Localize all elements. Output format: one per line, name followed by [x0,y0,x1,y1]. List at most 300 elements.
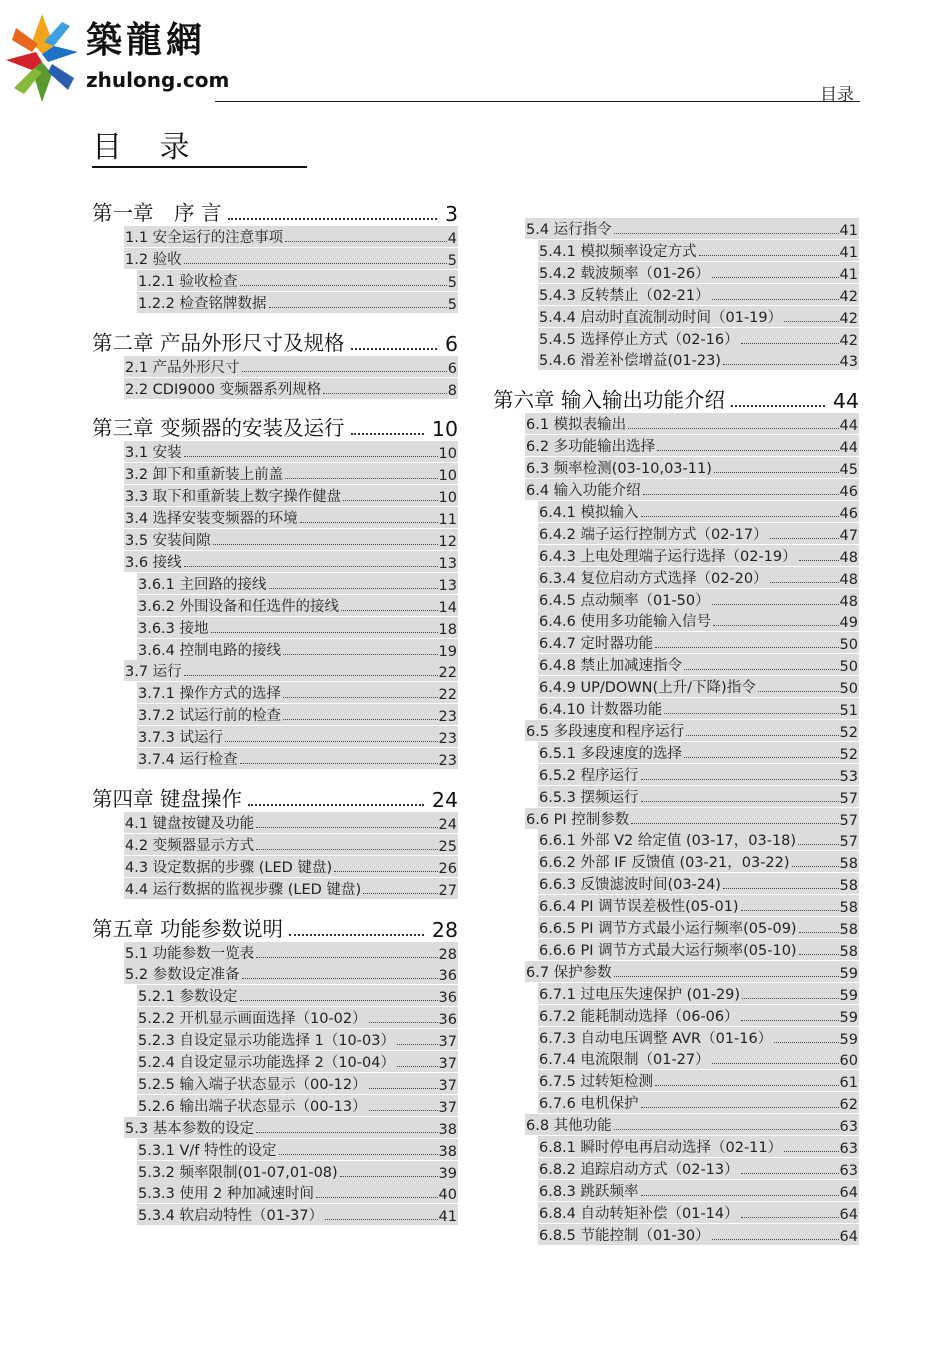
toc-entry[interactable] [538,1224,859,1245]
entry-page-number: 41 [839,266,858,283]
toc-entry[interactable] [538,895,859,916]
entry-title: 1.1 安全运行的注意事项 [125,230,284,246]
dot-leader [283,697,438,698]
entry-title: 6.5.1 多段速度的选择 [539,745,683,762]
chapter-page-number: 3 [444,202,458,226]
dot-leader [269,588,438,589]
toc-entry[interactable] [137,292,458,313]
entry-title: 3.1 安装 [125,445,182,462]
toc-entry[interactable] [538,284,859,305]
entry-title: 1.2.2 检查铭牌数据 [138,295,267,312]
toc-entry[interactable] [124,963,458,984]
entry-title: 3.5 安装间隙 [125,533,211,549]
toc-entry[interactable] [538,328,859,349]
toc-entry[interactable] [538,786,859,807]
entry-title: 6.6.4 PI 调节误差极性(05-01) [539,899,739,916]
toc-entry[interactable] [538,1202,859,1223]
entry-title: 5.4.6 滑差补偿增益(01-23) [539,353,721,370]
toc-entry[interactable] [137,1095,458,1116]
entry-page-number: 36 [438,990,457,1007]
header-rule [215,101,860,102]
dot-leader [248,804,424,806]
entry-page-number: 38 [438,1121,457,1138]
dot-leader [657,450,838,451]
dot-leader [714,472,839,473]
entry-title: 5.4.3 反转禁止（02-21） [539,287,710,304]
toc-entry[interactable] [538,742,859,763]
toc-entry[interactable] [525,720,859,741]
dot-leader [641,1195,839,1196]
entry-title: 6.5 多段速度和程序运行 [526,723,685,740]
toc-entry[interactable] [124,441,458,462]
toc-entry[interactable] [538,676,859,697]
toc-entry[interactable] [538,1180,859,1201]
entry-page-number: 53 [839,768,858,785]
toc-chapter[interactable] [92,413,458,441]
entry-title: 6.8.3 跳跃频率 [539,1183,639,1200]
toc-entry[interactable] [538,1027,859,1048]
dot-leader [285,241,447,242]
entry-title: 2.2 CDI9000 变频器系列规格 [125,381,322,398]
toc-entry[interactable] [124,529,458,550]
toc-entry[interactable] [538,939,859,960]
entry-page-number: 6 [447,360,457,377]
toc-chapter[interactable] [92,198,458,226]
toc-entry[interactable] [538,589,859,610]
entry-page-number: 64 [839,1206,858,1223]
toc-entry[interactable] [137,1182,458,1203]
toc-entry[interactable] [538,654,859,675]
entry-page-number: 14 [438,599,457,616]
dot-leader [792,866,839,867]
toc-entry[interactable] [538,610,859,631]
entry-page-number: 23 [438,731,457,748]
toc-entry[interactable] [525,435,859,456]
title-underline [92,166,307,168]
toc-entry[interactable] [137,985,458,1006]
toc-entry[interactable] [124,660,458,681]
dot-leader [741,1173,839,1174]
toc-entry[interactable] [538,1158,859,1179]
dot-leader [741,343,839,344]
dot-leader [655,647,839,648]
toc-entry[interactable] [525,457,859,478]
entry-title: 5.3.3 使用 2 种加减速时间 [138,1186,314,1203]
toc-entry[interactable] [538,262,859,283]
dot-leader [628,428,838,429]
dot-leader [614,233,839,234]
entry-title: 6.4.3 上电处理端子运行选择（02-19） [539,548,797,565]
toc-entry[interactable] [525,479,859,500]
entry-title: 6.6.3 反馈滤波时间(03-24) [539,877,721,894]
toc-entry[interactable] [137,639,458,660]
entry-page-number: 47 [839,527,858,544]
dot-leader [643,494,839,495]
dot-leader [686,735,838,736]
entry-title: 6.4.6 使用多功能输入信号 [539,614,712,631]
toc-entry[interactable] [137,270,458,291]
entry-title: 6.4.2 端子运行控制方式（02-17） [539,526,768,543]
entry-title: 6.4.10 计数器功能 [539,702,663,718]
toc-entry[interactable] [137,704,458,725]
entry-title: 5.2.4 自设定显示功能选择 2（10-04） [138,1055,395,1071]
dot-leader [184,675,438,676]
chapter-title: 第三章 变频器的安装及运行 [92,416,345,441]
toc-entry[interactable] [538,764,859,785]
toc-chapter[interactable] [92,914,458,942]
entry-title: 5.3.1 V/f 特性的设定 [138,1142,277,1159]
chapter-page-number: 44 [832,389,859,414]
toc-entry[interactable] [124,856,458,877]
dot-leader [770,582,839,583]
dot-leader [369,1088,438,1089]
entry-page-number: 5 [447,274,457,291]
dot-leader [614,976,839,977]
entry-title: 6.6.5 PI 调节方式最小运行频率(05-09) [539,921,797,937]
logo-chinese-name: 築龍網 [86,19,207,61]
dot-leader [712,299,839,300]
entry-page-number: 40 [438,1187,457,1204]
entry-page-number: 42 [839,310,858,327]
entry-title: 5.3 基本参数的设定 [125,1120,255,1137]
entry-page-number: 5 [447,252,457,269]
entry-page-number: 26 [438,860,457,877]
toc-entry[interactable] [137,573,458,594]
dot-leader [641,801,839,802]
entry-title: 6.8.1 瞬时停电再启动选择（02-11） [539,1140,783,1156]
toc-entry[interactable] [124,507,458,528]
entry-page-number: 41 [839,223,858,239]
entry-page-number: 12 [438,534,457,550]
entry-title: 6.7.6 电机保护 [539,1096,639,1113]
toc-entry[interactable] [525,413,859,434]
entry-title: 6.8.2 追踪启动方式（02-13） [539,1161,739,1178]
toc-entry[interactable] [137,748,458,769]
toc-entry[interactable] [124,226,458,247]
entry-page-number: 52 [839,746,858,763]
entry-page-number: 10 [438,490,457,507]
dot-leader [240,1000,438,1001]
entry-page-number: 13 [438,555,457,572]
entry-title: 4.2 变频器显示方式 [125,837,255,854]
entry-page-number: 19 [438,643,457,660]
entry-title: 6.6.6 PI 调节方式最大运行频率(05-10) [539,942,797,959]
entry-title: 2.1 产品外形尺寸 [125,359,240,376]
dot-leader [300,522,438,523]
entry-title: 3.7.2 试运行前的检查 [138,708,282,725]
toc-entry[interactable] [124,463,458,484]
logo-url: zhulong.com [86,68,230,92]
toc-entry[interactable] [538,349,859,370]
dot-leader [341,610,438,611]
entry-page-number: 58 [839,878,858,895]
toc-entry[interactable] [538,501,859,522]
toc-entry[interactable] [137,617,458,638]
entry-page-number: 50 [839,681,858,698]
entry-title: 6.2 多功能输出选择 [526,439,656,456]
entry-page-number: 28 [438,946,457,963]
entry-title: 6.4 输入功能介绍 [526,483,641,499]
dot-leader [758,691,839,692]
entry-title: 5.2.5 输入端子状态显示（00-12） [138,1076,367,1093]
dot-leader [283,654,438,655]
entry-title: 5.4.5 选择停止方式（02-16） [539,331,739,348]
toc-entry[interactable] [124,812,458,833]
entry-title: 3.6 接线 [125,554,182,571]
dot-leader [641,1107,839,1108]
dot-leader [713,625,839,626]
toc-entry[interactable] [124,942,458,963]
toc-entry[interactable] [538,1005,859,1026]
entry-title: 5.3.4 软启动特性（01-37） [138,1208,324,1225]
entry-page-number: 57 [839,790,858,807]
entry-page-number: 57 [839,812,858,829]
entry-title: 6.6 PI 控制参数 [526,811,630,828]
toc-entry[interactable] [137,1204,458,1225]
entry-page-number: 59 [839,1031,858,1048]
entry-title: 3.7.4 运行检查 [138,752,238,768]
toc-entry[interactable] [124,378,458,399]
entry-page-number: 27 [438,882,457,899]
entry-page-number: 25 [438,838,457,855]
entry-page-number: 37 [438,1034,457,1051]
dot-leader [741,1020,839,1021]
dot-leader [340,1176,438,1177]
dot-leader [369,1022,438,1023]
entry-title: 5.4.2 载波频率（01-26） [539,265,710,282]
entry-title: 6.4.1 模拟输入 [539,504,639,521]
dot-leader [723,364,839,365]
entry-title: 5.4.1 模拟频率设定方式 [539,243,697,260]
entry-page-number: 64 [839,1184,858,1201]
entry-title: 3.3 取下和重新装上数字操作健盘 [125,489,342,506]
chapter-title: 第二章 产品外形尺寸及规格 [92,330,345,355]
dot-leader [211,632,438,633]
entry-page-number: 11 [438,512,457,529]
entry-page-number: 37 [438,1056,457,1072]
toc-entry[interactable] [137,1073,458,1094]
entry-page-number: 58 [839,900,858,917]
entry-page-number: 13 [438,577,457,594]
entry-title: 3.7.3 试运行 [138,730,224,747]
toc-entry[interactable] [538,873,859,894]
toc-entry[interactable] [538,1070,859,1091]
entry-title: 6.7 保护参数 [526,964,612,981]
dot-leader [712,1063,839,1064]
toc-chapter[interactable] [493,385,859,413]
toc-entry[interactable] [124,834,458,855]
dot-leader [316,1197,438,1198]
toc-entry[interactable] [538,545,859,566]
entry-title: 6.8.4 自动转矩补偿（01-14） [539,1205,739,1222]
entry-title: 3.4 选择安装变频器的环境 [125,511,298,528]
entry-title: 6.4.8 禁止加减速指令 [539,658,683,675]
entry-page-number: 23 [438,753,457,769]
entry-title: 1.2.1 验收检查 [138,273,238,290]
dot-leader [397,1066,438,1067]
entry-title: 5.3.2 频率限制(01-07,01-08) [138,1164,338,1181]
entry-page-number: 39 [438,1165,457,1182]
toc-entry[interactable] [124,878,458,899]
entry-title: 6.7.4 电流限制（01-27） [539,1052,710,1069]
dot-leader [699,255,839,256]
entry-page-number: 52 [839,724,858,741]
toc-entry[interactable] [124,485,458,506]
dot-leader [323,393,447,394]
dot-leader [289,934,424,936]
entry-page-number: 24 [438,816,457,833]
dot-leader [240,763,438,764]
entry-title: 6.7.3 自动电压调整 AVR（01-16） [539,1030,773,1047]
dot-leader [228,218,437,220]
entry-title: 6.8.5 节能控制（01-30） [539,1227,710,1244]
toc-entry[interactable] [538,829,859,850]
toc-entry[interactable] [525,1114,859,1135]
dot-leader [712,277,839,278]
dot-leader [741,910,839,911]
toc-entry[interactable] [525,961,859,982]
entry-page-number: 58 [839,943,858,960]
dot-leader [279,1154,438,1155]
entry-title: 1.2 验收 [125,251,182,268]
entry-title: 5.2.3 自设定显示功能选择 1（10-03） [138,1033,395,1050]
entry-page-number: 22 [438,687,457,704]
entry-page-number: 51 [839,703,858,719]
toc-entry[interactable] [137,1051,458,1072]
entry-page-number: 5 [447,296,457,313]
toc-entry[interactable] [124,248,458,269]
toc-entry[interactable] [538,306,859,327]
toc-entry[interactable] [538,567,859,588]
entry-page-number: 62 [839,1097,858,1114]
dot-leader [684,669,839,670]
entry-title: 6.7.5 过转矩检测 [539,1074,654,1091]
toc-entry[interactable] [525,808,859,829]
dot-leader [798,844,838,845]
dot-leader [742,998,838,999]
entry-title: 6.5.3 摆频运行 [539,789,639,806]
dot-leader [799,560,839,561]
chapter-title: 第四章 键盘操作 [92,786,243,811]
toc-entry[interactable] [538,698,859,719]
toc-entry[interactable] [525,218,859,239]
entry-title: 3.6.3 接地 [138,620,209,637]
entry-title: 5.2.6 输出端子状态显示（00-13） [138,1098,367,1115]
entry-page-number: 36 [438,1012,457,1029]
toc-entry[interactable] [538,851,859,872]
dot-leader [240,285,447,286]
entry-page-number: 44 [839,440,858,457]
entry-title: 6.8 其他功能 [526,1118,612,1135]
toc-entry[interactable] [538,1048,859,1069]
entry-page-number: 63 [839,1141,858,1157]
entry-title: 5.4 运行指令 [526,222,612,238]
dot-leader [269,307,447,308]
entry-title: 5.4.4 启动时直流制动时间（01-19） [539,309,783,326]
toc-entry[interactable] [137,1007,458,1028]
toc-entry[interactable] [124,1117,458,1138]
entry-page-number: 41 [839,244,858,261]
toc-entry[interactable] [538,632,859,653]
toc-entry[interactable] [137,726,458,747]
entry-page-number: 59 [839,965,858,982]
entry-title: 6.4.7 定时器功能 [539,636,654,653]
entry-title: 3.7.1 操作方式的选择 [138,686,282,703]
toc-entry[interactable] [137,1161,458,1182]
toc-entry[interactable] [538,1136,859,1157]
toc-entry[interactable] [538,523,859,544]
entry-page-number: 8 [447,382,457,399]
entry-page-number: 50 [839,659,858,676]
page-title: 目 录 [92,130,204,165]
entry-page-number: 45 [839,462,858,479]
entry-title: 3.6.2 外围设备和任选件的接线 [138,598,340,615]
entry-title: 4.1 键盘按键及功能 [125,815,255,832]
entry-title: 6.6.2 外部 IF 反馈值 (03-21，03-22) [539,855,790,872]
dot-leader [731,405,825,407]
dot-leader [397,1044,438,1045]
entry-page-number: 37 [438,1099,457,1116]
toc-entry[interactable] [124,356,458,377]
toc-entry[interactable] [137,1029,458,1050]
toc-entry[interactable] [124,551,458,572]
entry-page-number: 60 [839,1053,858,1070]
toc-entry[interactable] [538,917,859,938]
entry-page-number: 46 [839,505,858,522]
entry-page-number: 43 [839,354,858,371]
dot-leader [770,538,839,539]
entry-page-number: 48 [839,549,858,566]
entry-title: 6.4.5 点动频率（01-50） [539,592,710,609]
dot-leader [799,954,839,955]
chapter-page-number: 28 [431,917,458,942]
dot-leader [641,516,839,517]
chapter-page-number: 6 [444,331,458,356]
toc-entry[interactable] [137,595,458,616]
dot-leader [723,888,839,889]
chapter-title: 第六章 输入输出功能介绍 [493,388,726,413]
toc-entry[interactable] [538,240,859,261]
entry-title: 3.6.1 主回路的接线 [138,576,267,593]
entry-page-number: 23 [438,709,457,726]
entry-page-number: 58 [839,856,858,873]
toc-chapter[interactable] [92,784,458,812]
toc-chapter[interactable] [92,328,458,356]
dot-leader [213,544,438,545]
dot-leader [631,823,838,824]
toc-entry[interactable] [137,682,458,703]
toc-entry[interactable] [137,1139,458,1160]
dot-leader [283,719,438,720]
dot-leader [242,371,447,372]
toc-entry[interactable] [538,983,859,1004]
dot-leader [614,1129,839,1130]
entry-title: 5.2.2 开机显示画面选择（10-02） [138,1011,367,1028]
entry-page-number: 64 [839,1228,858,1245]
dot-leader [655,1085,839,1086]
entry-page-number: 61 [839,1075,858,1092]
entry-page-number: 48 [839,593,858,610]
entry-page-number: 37 [438,1077,457,1094]
dot-leader [784,1151,838,1152]
dot-leader [363,893,437,894]
entry-page-number: 41 [438,1209,457,1226]
dot-leader [741,1217,839,1218]
entry-title: 3.7 运行 [125,664,182,681]
toc-entry[interactable] [538,1092,859,1113]
chapter-title: 第一章 序 言 [92,201,222,225]
entry-title: 6.4.9 UP/DOWN(上升/下降)指令 [539,680,756,697]
